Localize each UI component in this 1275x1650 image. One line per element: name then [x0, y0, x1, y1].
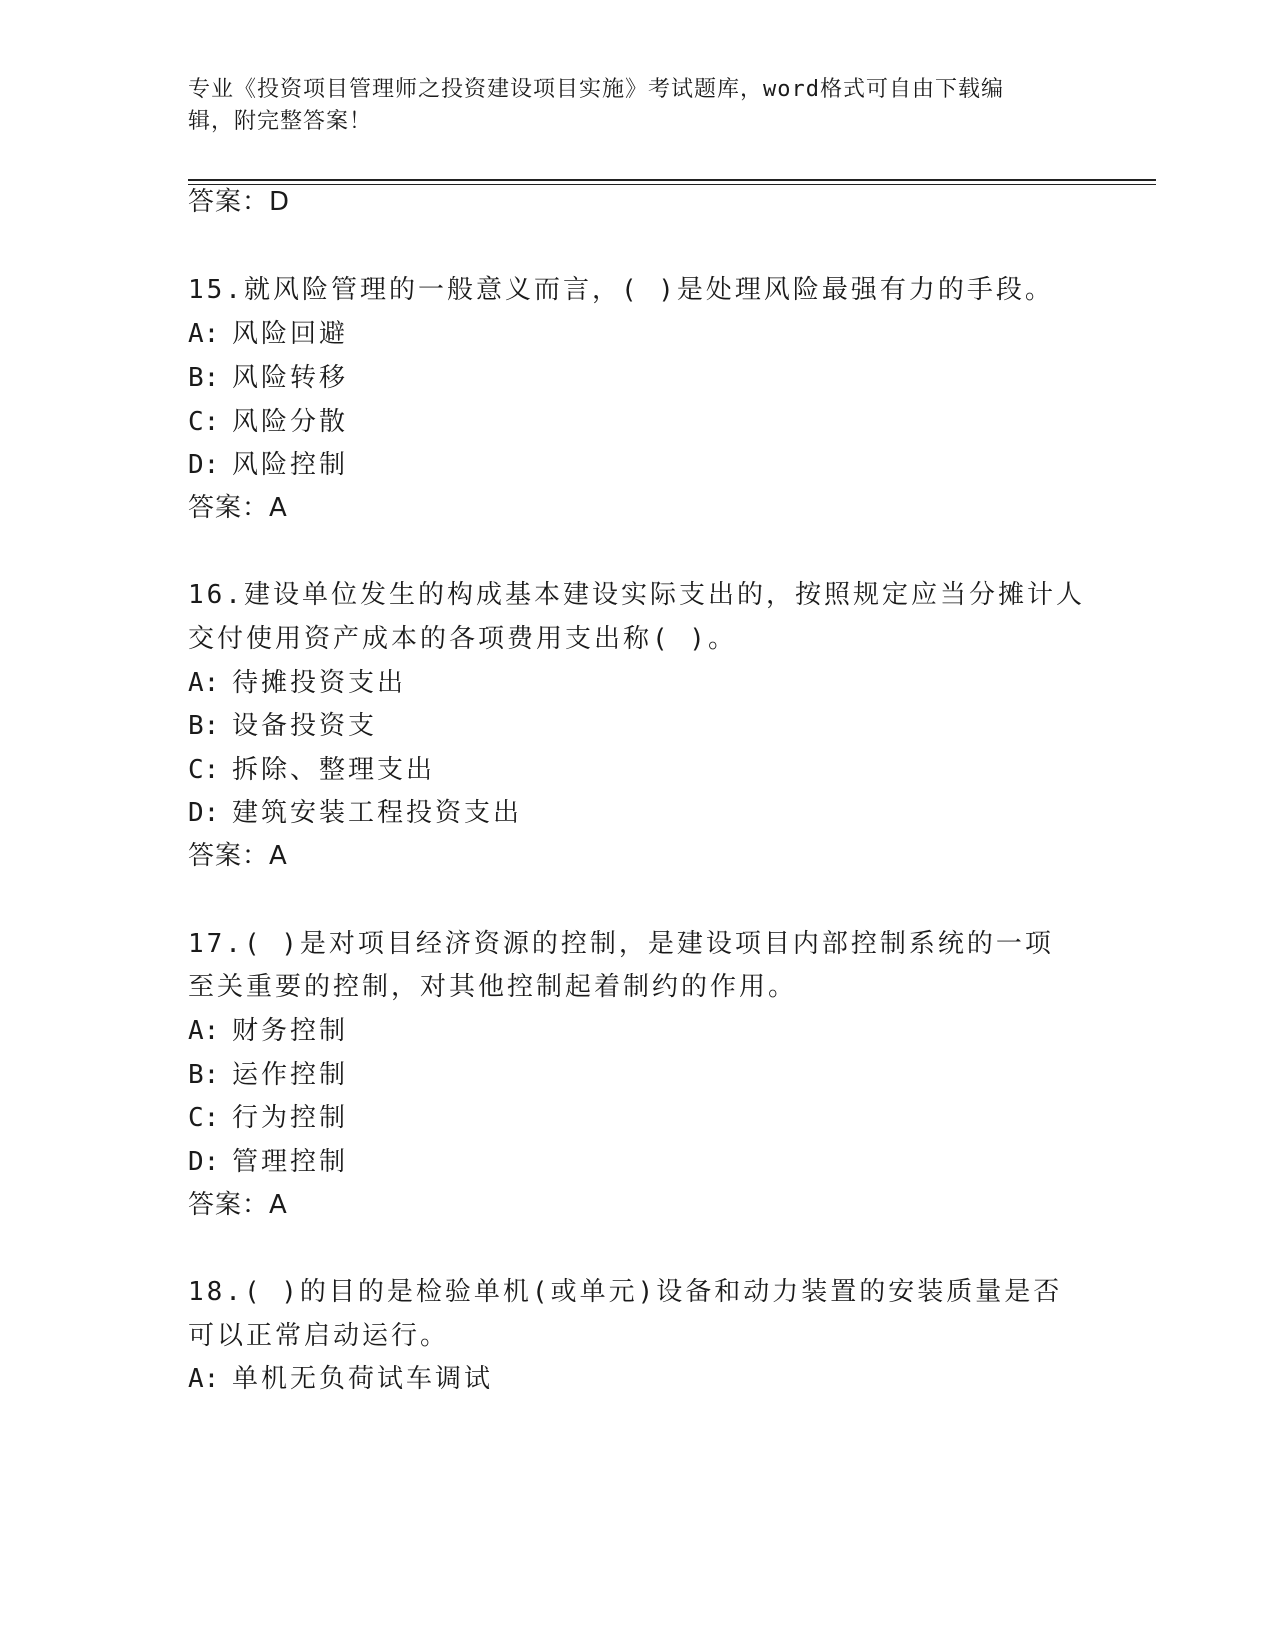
option-text: 风险控制 — [232, 450, 349, 480]
question-16-option-b — [188, 708, 377, 744]
option-text: 设备投资支 — [232, 711, 378, 741]
option-text: 风险分散 — [232, 407, 349, 437]
question-17-stem-line-1: 17.( )是对项目经济资源的控制，是建设项目内部控制系统的一项 — [188, 929, 1054, 959]
option-key: D: — [188, 1147, 220, 1177]
option-text: 单机无负荷试车调试 — [232, 1364, 494, 1394]
question-17-stem-line-2: 至关重要的控制，对其他控制起着制约的作用。 — [188, 972, 798, 1002]
option-text: 风险回避 — [232, 319, 349, 349]
option-key: C: — [188, 407, 220, 437]
question-16-stem-line-1: 16.建设单位发生的构成基本建设实际支出的，按照规定应当分摊计人 — [188, 580, 1085, 610]
option-key: A: — [188, 319, 220, 349]
option-text: 建筑安装工程投资支出 — [232, 798, 523, 828]
option-text: 运作控制 — [232, 1060, 349, 1090]
answer-16: 答案：A — [188, 841, 288, 871]
question-17-option-b — [188, 1057, 348, 1093]
option-text: 待摊投资支出 — [232, 668, 407, 698]
answer-prev: 答案：D — [188, 187, 291, 217]
header-line-1: 专业《投资项目管理师之投资建设项目实施》考试题库，word格式可自由下载编 — [188, 77, 1004, 102]
question-16-option-d — [188, 795, 522, 831]
option-key: B: — [188, 711, 220, 741]
question-17-option-d — [188, 1144, 348, 1180]
question-15-option-d — [188, 447, 348, 483]
option-text: 风险转移 — [232, 363, 349, 393]
option-key: C: — [188, 755, 220, 785]
header-line-2: 辑，附完整答案！ — [188, 109, 373, 134]
option-key: C: — [188, 1103, 220, 1133]
option-key: A: — [188, 668, 220, 698]
option-text: 财务控制 — [232, 1016, 349, 1046]
question-17-option-c — [188, 1100, 348, 1136]
question-18-option-a — [188, 1361, 493, 1397]
option-key: D: — [188, 798, 220, 828]
question-15-option-c — [188, 404, 348, 440]
page-header — [188, 74, 1068, 138]
question-16-stem-line-2: 交付使用资产成本的各项费用支出称( )。 — [188, 624, 737, 654]
option-key: B: — [188, 363, 220, 393]
option-text: 拆除、整理支出 — [232, 755, 436, 785]
option-text: 管理控制 — [232, 1147, 349, 1177]
question-15-stem: 15.就风险管理的一般意义而言，( )是处理风险最强有力的手段。 — [188, 275, 1054, 305]
question-15-option-b — [188, 360, 348, 396]
question-18-stem-line-2: 可以正常启动运行。 — [188, 1321, 450, 1351]
answer-17: 答案：A — [188, 1190, 288, 1220]
option-key: A: — [188, 1016, 220, 1046]
option-key: A: — [188, 1364, 220, 1394]
option-text: 行为控制 — [232, 1103, 349, 1133]
answer-15: 答案：A — [188, 493, 288, 523]
question-16-option-a — [188, 665, 406, 701]
question-15-option-a — [188, 316, 348, 352]
option-key: B: — [188, 1060, 220, 1090]
header-divider — [188, 179, 1156, 185]
option-key: D: — [188, 450, 220, 480]
question-16-option-c — [188, 752, 435, 788]
question-18-stem-line-1: 18.( )的目的是检验单机(或单元)设备和动力装置的安装质量是否 — [188, 1277, 1063, 1307]
question-17-option-a — [188, 1013, 348, 1049]
